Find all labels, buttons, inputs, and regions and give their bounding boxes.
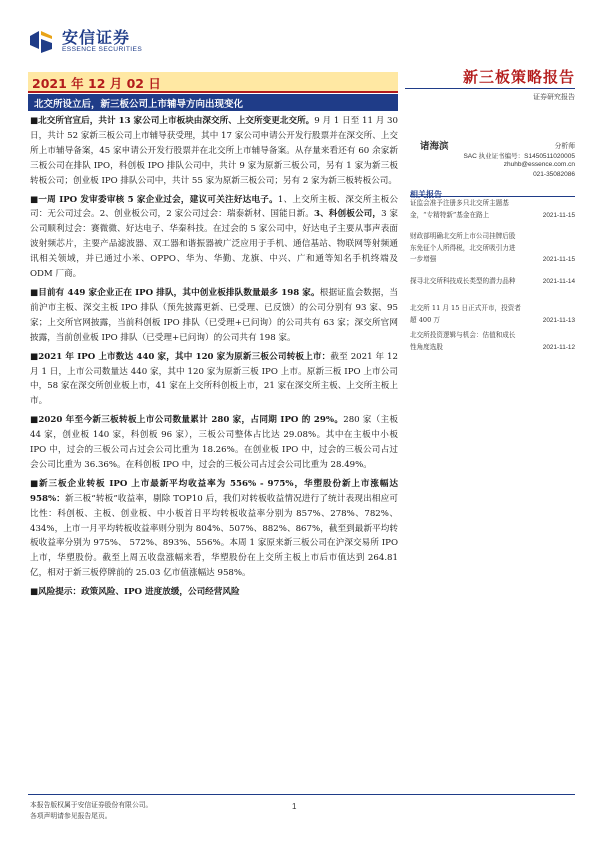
paragraph-4 (30, 350, 398, 410)
related-report-title: 证监会准予注册多只北交所主题基金，“专精特新”基金在路上 (410, 199, 509, 219)
paragraph-lead: ■2021 年 IPO 上市数达 440 家，其中 120 家为原新三板公司转板上市： (30, 351, 331, 362)
related-report-date: 2021-11-13 (542, 316, 575, 324)
footer-divider (28, 794, 575, 795)
report-date: 2021 年 12 月 02 日 (32, 76, 161, 91)
related-report-item[interactable] (410, 276, 575, 288)
paragraph-text: 1、上交所主板、深交所主板公司：无公司过会。2、创业板公司，2 家公司过会：瑞泰新材、国能日新。 (30, 194, 398, 220)
paragraph-1 (30, 114, 398, 189)
related-heading-text: 相关报告 (410, 190, 442, 199)
footer-disclaimer (30, 800, 152, 822)
related-report-date: 2021-11-15 (542, 256, 575, 264)
paragraph-lead: ■2020 年至今新三板转板上市公司数量累计 280 家，占同期 IPO 的 29%。 (30, 415, 344, 426)
analyst-email[interactable]: zhuhb@essence.com.cn (503, 161, 575, 168)
related-report-date: 2021-11-12 (542, 343, 575, 351)
paragraph-text: 3 家公司顺利过会：赛微微、好达电子、华秦科技。在过会的 5 家公司中，好达电子主要从事声表面波射频芯片，主要产品滤波器、双工器和谐振器被广泛应用于手机、通信基站、物联网等射频通讯相关领域，并已通过小米、OPPO、华为、华勤、龙旗、中兴、广和通等知名手机终端及 ODM 厂商。 (30, 209, 399, 280)
footer-line-2: 各项声明请参见报告尾页。 (30, 812, 112, 820)
analyst-phone: 021-35082086 (533, 171, 575, 178)
report-title: 新三板策略报告 (462, 68, 575, 86)
paragraph-5 (30, 413, 398, 473)
main-content (30, 114, 398, 600)
paragraph-6 (30, 477, 398, 581)
paragraph-text: 科创板 IPO 排队公司中，共计 9 家为原新三板公司，另有 1 家为新三板转板公司；创业板 IPO 排队公司中，共计 55 家为原新三板公司；另有 2 家为新三板转板公司。 (30, 160, 398, 186)
essence-logo-icon (28, 27, 54, 55)
paragraph-lead: ■新三板企业转板 IPO 上市最新平均收益率为 556% - 975%，华塑股份新上市涨幅达 958%： (30, 478, 398, 504)
paragraph-text: 截至 2021 年 12 月 1 日，上市公司数量达 440 家，其中 120 家为原新三板 IPO 上市。原新三板 IPO 上市公司中，58 家在深交所创业板上市，41 家在上交所科创板上市，21 家在深交所主板、上交所主板上市。 (30, 351, 398, 407)
related-report-item[interactable] (410, 303, 575, 326)
related-report-title: 北交所 11 月 15 日正式开市，投资者超 400 万 (410, 304, 521, 324)
related-report-title: 探寻北交所科技成长类型的潜力品种 (410, 277, 516, 285)
related-report-title: 财政部明确北交所上市公司挂牌后股东免征个人所得税，北交所吸引力进一步增强 (410, 232, 516, 264)
related-report-item[interactable] (410, 198, 575, 221)
paragraph-text: 新三板“转板”收益率，剔除 TOP10 后，我们对转板收益情况进行了统计表现出相应可比性：科创板、主板、创业板、中小板首日平均转板收益率分别为 857%、278%、782%、434%，上市一月平均转板收益率则分别为 804%、507%、882%、867%，截至到最新平均转板收益率分别为 975%、 572%、893%、556%。本周 1 家原来新三板公司在沪深交易所 IPO 上市，华塑股份。截至上周五收盘涨幅来看，华塑股份在上交所主板上市后市值达到 264.81 亿，相对于新三板停牌前的 25.03 亿市值涨幅达 958%。 (30, 493, 398, 579)
paragraph-lead: ■一周 IPO 发审委审核 5 家企业过会，建议可关注好达电子。 (30, 194, 278, 205)
related-report-item[interactable] (410, 330, 575, 353)
analyst-sac: SAC 执业证书编号：S1450511020005 (463, 153, 575, 160)
report-subtitle: 北交所设立后，新三板公司上市辅导方向出现变化 (34, 99, 244, 110)
paragraph-2 (30, 193, 398, 282)
related-report-date: 2021-11-15 (542, 211, 575, 219)
analyst-name: 诸海滨 (420, 141, 449, 152)
paragraph-3 (30, 286, 398, 346)
subtitle-bar (28, 94, 398, 111)
date-bar (28, 72, 398, 93)
brand-name-cn: 安信证券 (62, 28, 131, 47)
brand-name-en: ESSENCE SECURITIES (62, 46, 143, 53)
title-divider (405, 88, 575, 89)
footer-line-1: 本报告版权属于安信证券股份有限公司。 (30, 801, 153, 809)
report-type: 证券研究报告 (533, 93, 575, 101)
paragraph-lead: ■风险提示：政策风险、IPO 进度放缓，公司经营风险 (30, 587, 240, 598)
related-report-item[interactable] (410, 231, 575, 266)
paragraph-lead: ■北交所官宣后，共计 13 家公司上市板块由深交所、上交所变更北交所。 (30, 116, 315, 126)
related-reports-heading (410, 182, 575, 197)
paragraph-text: 280 家（主板 44 家，创业板 140 家，科创板 96 家），三板公司整体占比达 29.08%。其中在主板中小板 IPO 中，过会的三板公司占过会公司比重为 18.26%。在创业板 IPO 中，过会的三板公司占过会公司比重为 36.36%。在科创板 IPO 中，过会的三板公司占过会公司比重为 28.49%。 (30, 415, 398, 470)
paragraph-text: 根据证监会数据，当前沪市主板、深交主板 IPO 排队（预先披露更新、已受理、已反馈）的公司分别有 93 家、95 家；上交所官网披露，当前科创板 IPO 排队（已受理+已问询）的公司共有 63 家；深交所官网披露，当前创业板 IPO 排队（已受理+已问询）的公司共有 198 家。 (30, 287, 398, 343)
analyst-role: 分析师 (554, 142, 575, 150)
paragraph-text: 3、科创板公司， (314, 209, 382, 220)
paragraph-7 (30, 585, 398, 600)
paragraph-text: 9 月 1 日至 11 月 30 日，共计 52 家新三板公司上市辅导获受理，其中 17 家公司申请公开发行股票并在深交所、上交所上市辅导备案，45 家申请公开发行股票并在北交所上市辅导备案。从存量来看还有 60 余家新三板公司在排队 IPO， (30, 116, 398, 171)
paragraph-lead: ■目前有 449 家企业正在 IPO 排队，其中创业板排队数量最多 198 家。 (30, 287, 320, 298)
related-report-date: 2021-11-14 (542, 278, 575, 285)
related-report-title: 北交所投资逻辑与机会：估值和成长性角度选股 (410, 331, 516, 351)
page-number: 1 (292, 802, 297, 811)
